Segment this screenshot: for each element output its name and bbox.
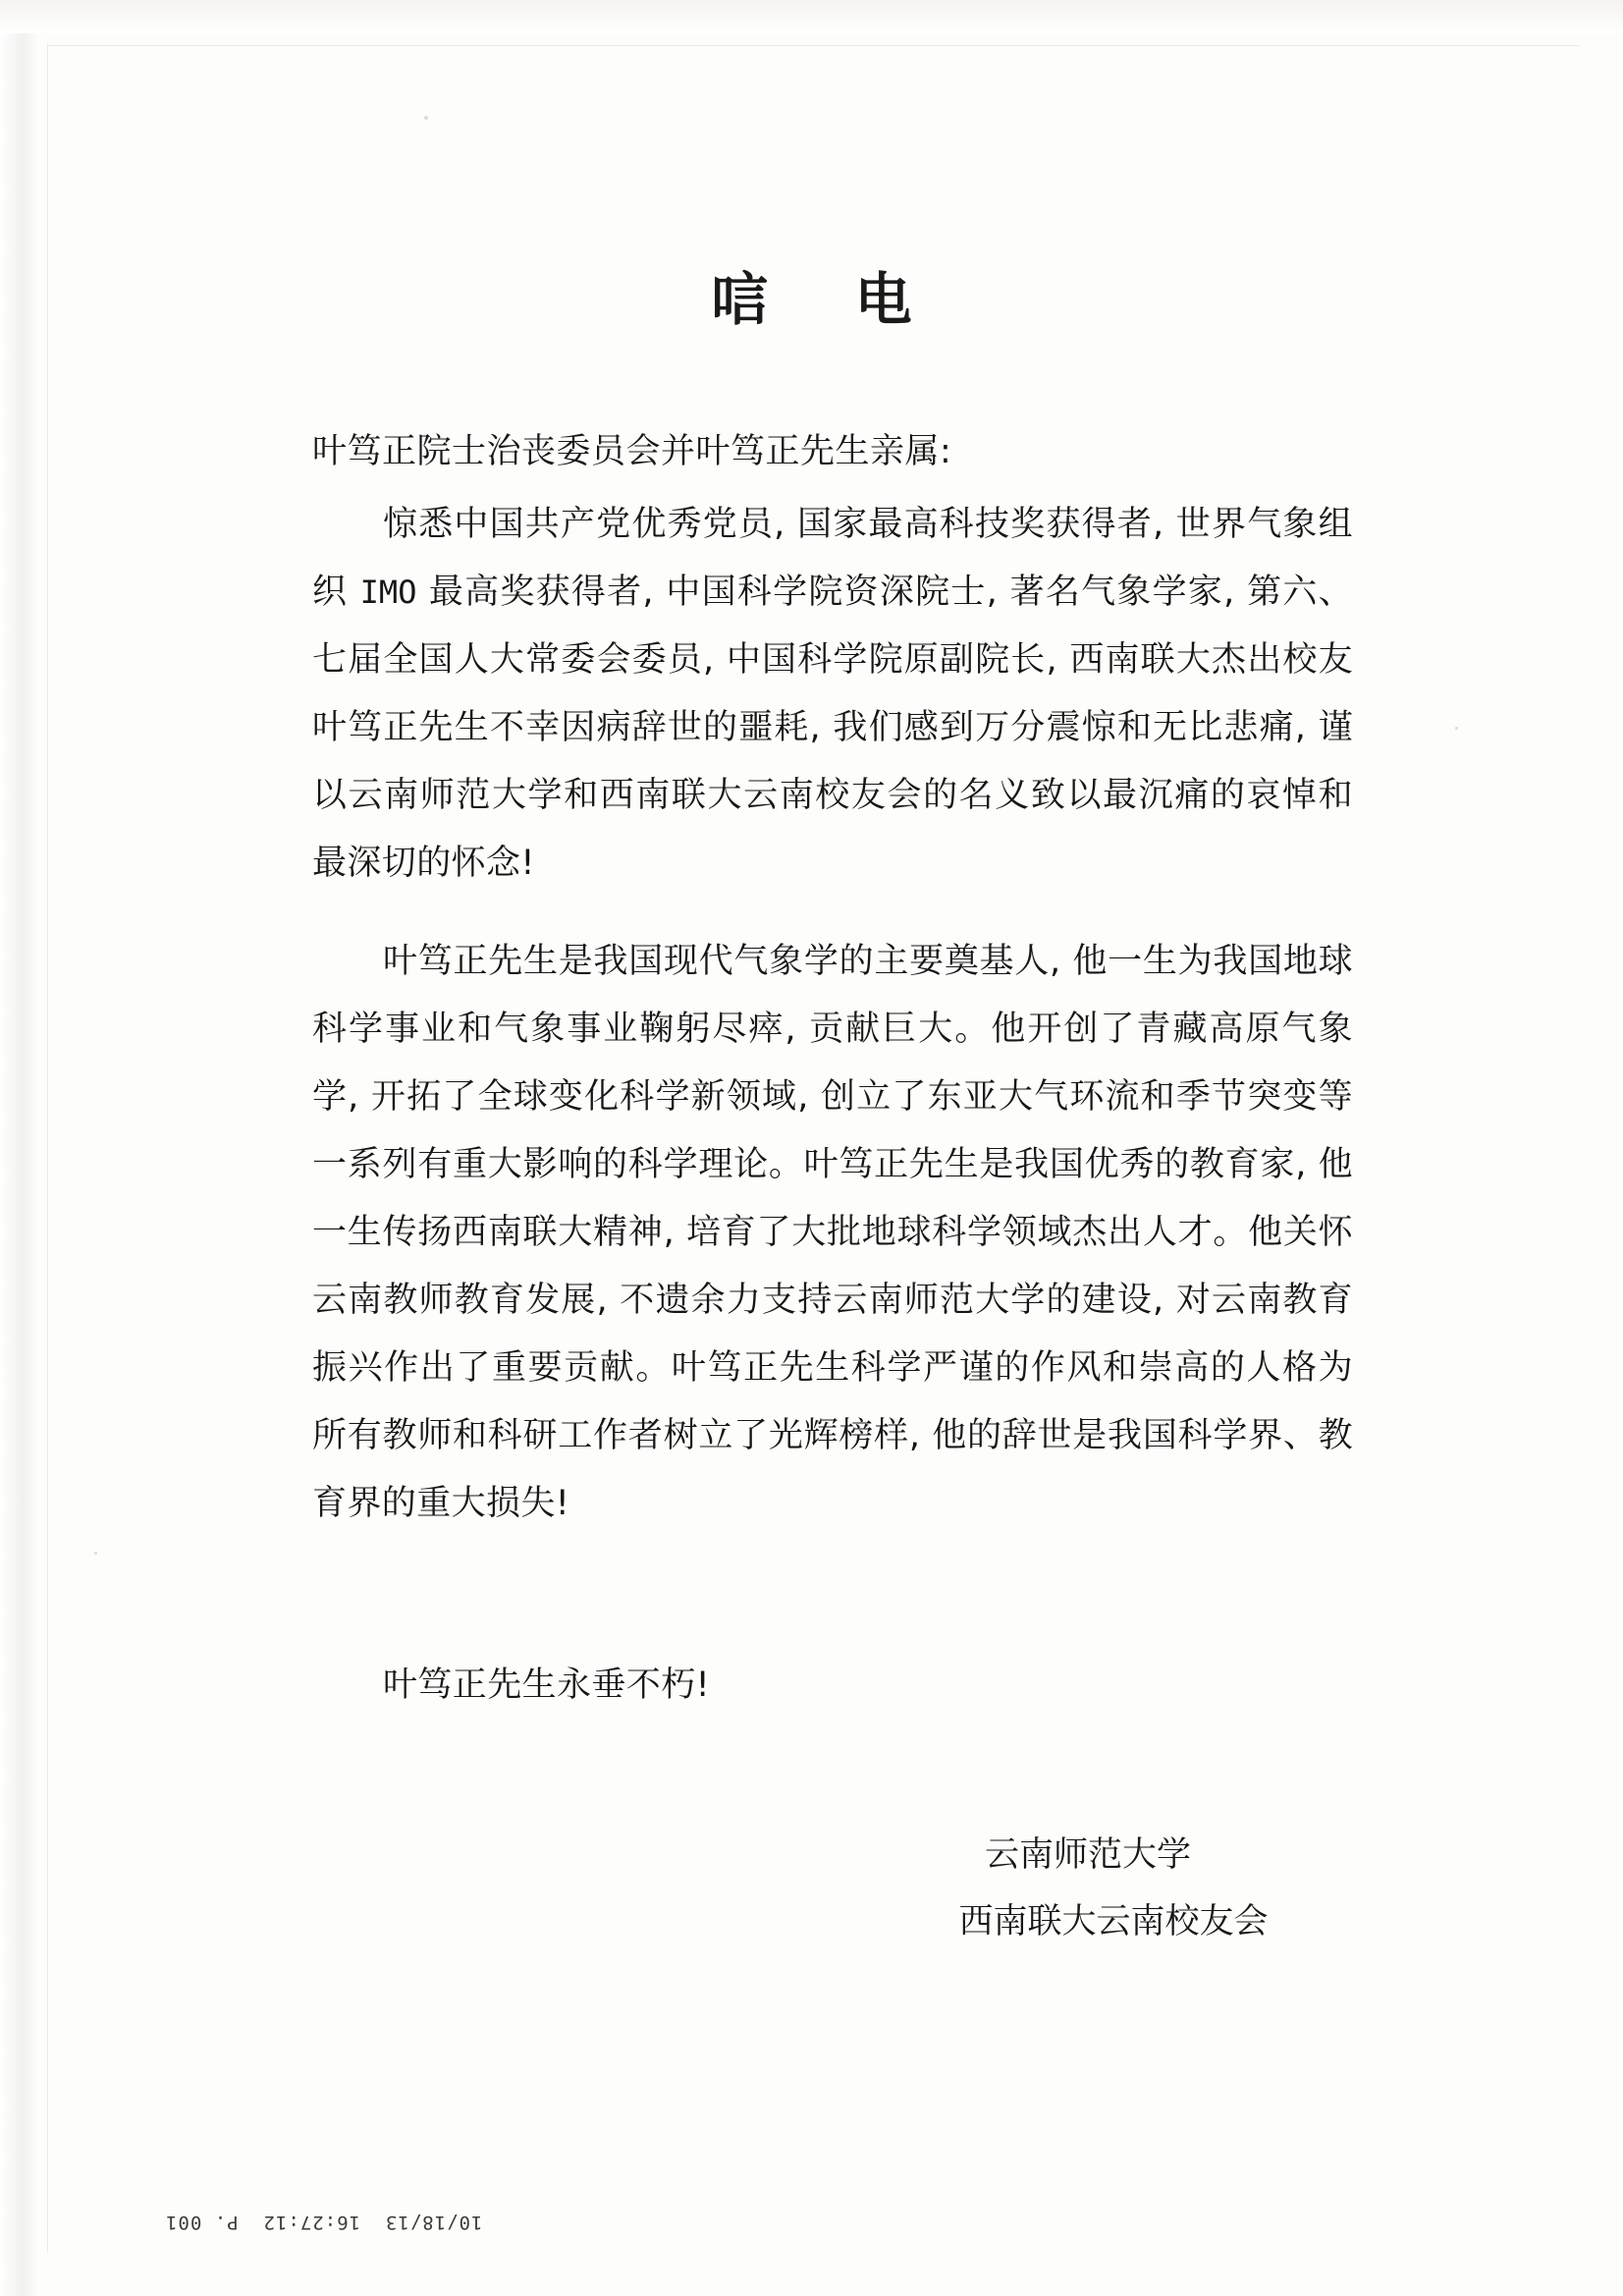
signature-organization-alumni-association: 西南联大云南校友会 <box>958 1902 1269 1941</box>
paragraph-1-imo-abbreviation: IMO <box>359 574 417 611</box>
paragraph-condolence-notice <box>312 491 1353 898</box>
fax-scan-timestamp-footer: 10/18/13 16:27:12 P. 001 <box>165 2212 483 2233</box>
signature-organization-university: 云南师范大学 <box>984 1835 1191 1875</box>
paragraph-1-text-after-imo: 最高奖获得者, 中国科学院资深院士, 著名气象学家, 第六、七届全国人大常委会委员, 中国科学院原副院长, 西南联大杰出校友叶笃正先生不幸因病辞世的噩耗, 我们感到万分震惊和无比悲痛, 谨以云南师范大学和西南联大云南校友会的名义致以最沉痛的哀悼和最深切的怀念! <box>312 573 1353 883</box>
paragraph-achievements: 叶笃正先生是我国现代气象学的主要奠基人, 他一生为我国地球科学事业和气象事业鞠躬尽瘁, 贡献巨大。他开创了青藏高原气象学, 开拓了全球变化科学新领域, 创立了东亚大气环流和季节突变等一系列有重大影响的科学理论。叶笃正先生是我国优秀的教育家, 他一生传扬西南联大精神, 培育了大批地球科学领域杰出人才。他关怀云南教师教育发展, 不遗余力支持云南师范大学的建设, 对云南教育振兴作出了重要贡献。叶笃正先生科学严谨的作风和崇高的人格为所有教师和科研工作者树立了光辉榜样, 他的辞世是我国科学界、教育界的重大损失! <box>312 942 1353 1523</box>
salutation-line: 叶笃正院士治丧委员会并叶笃正先生亲属: <box>312 432 952 471</box>
page-title: 唁 电 <box>711 266 946 333</box>
signature-block <box>813 1822 1363 1955</box>
paragraph-1-text-before-imo: 惊悉中国共产党优秀党员, 国家最高科技奖获得者, 世界气象组织 <box>312 505 1353 612</box>
paragraph-closing-tribute: 叶笃正先生永垂不朽! <box>383 1666 711 1705</box>
